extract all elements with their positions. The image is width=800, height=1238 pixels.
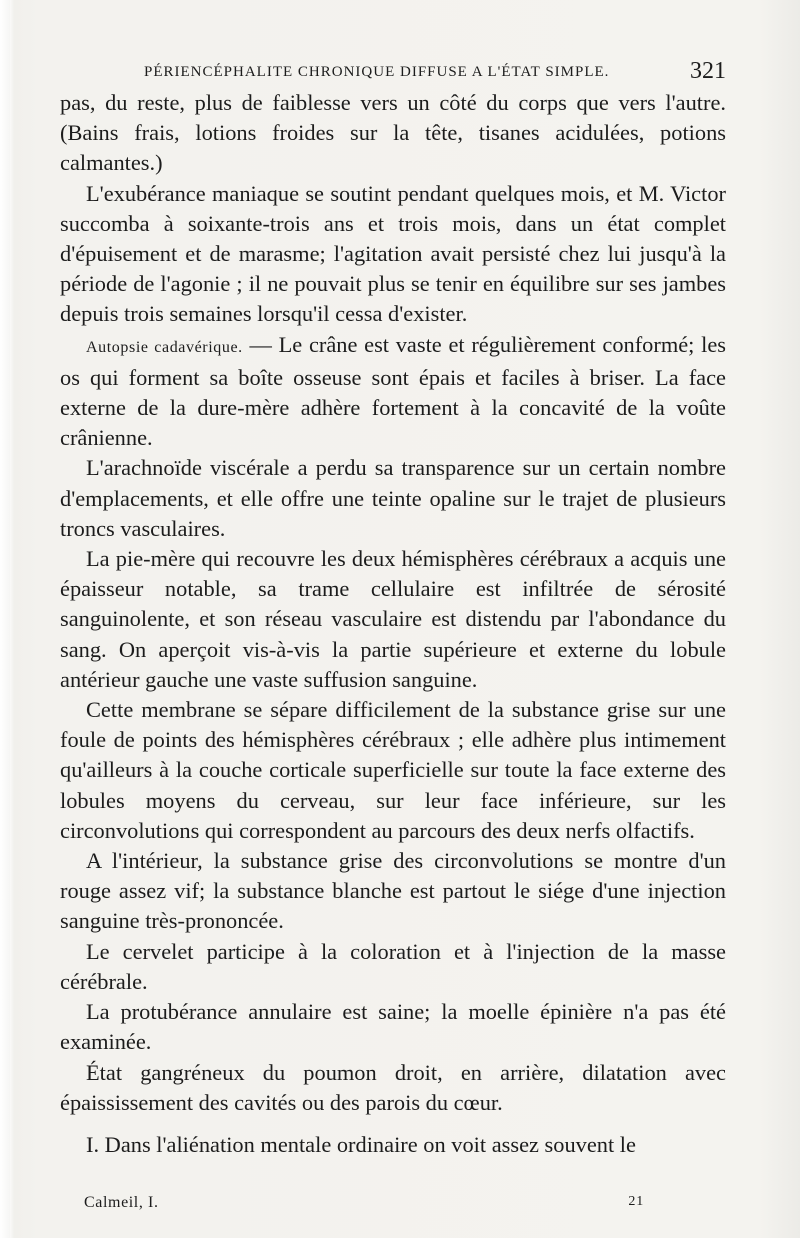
- numbered-paragraph: I. Dans l'aliénation mentale ordinaire on voit assez souvent le: [86, 1131, 636, 1157]
- page-footer: [84, 1194, 644, 1216]
- paragraph: A l'intérieur, la substance grise des circonvolutions se montre d'un rouge assez vif; la substance blanche est partout le siége d'une injection sanguine très-prononcée.: [60, 848, 726, 934]
- signature-mark: Calmeil, I.: [84, 1194, 159, 1211]
- paragraph: [60, 330, 726, 454]
- body-text: [60, 88, 726, 1160]
- page-edge: [0, 0, 10, 1238]
- page-number: 321: [690, 58, 726, 84]
- paragraph: La protubérance annulaire est saine; la moelle épinière n'a pas été examinée.: [60, 999, 726, 1055]
- paragraph: L'exubérance maniaque se soutint pendant quelques mois, et M. Victor succomba à soixante-trois ans et trois mois, dans un état complet d'épuisement et de marasme; l'agitation avait persisté chez lui jusqu'à la période de l'agonie ; il ne pouvait plus se tenir en équilibre sur ses jambes depuis trois semaines lorsqu'il cessa d'exister.: [60, 180, 726, 327]
- page-header: [60, 58, 726, 88]
- paragraph-text: — Le crâne est vaste et régulièrement conformé; les os qui forment sa boîte osseuse sont épais et faciles à briser. La face externe de la dure-mère adhère fortement à la concavité de la voûte crânienne.: [60, 331, 726, 451]
- paragraph: La pie-mère qui recouvre les deux hémisphères cérébraux a acquis une épaisseur notable, sa trame cellulaire est infiltrée de sérosité sanguinolente, et son réseau vasculaire est distendu par l'abondance du sang. On aperçoit vis-à-vis la partie supérieure et externe du lobule antérieur gauche une vaste suffusion sanguine.: [60, 546, 726, 692]
- paragraph: Le cervelet participe à la coloration et à l'injection de la masse cérébrale.: [60, 938, 726, 994]
- paragraph: L'arachnoïde viscérale a perdu sa transparence sur un certain nombre d'emplacements, et elle offre une teinte opaline sur le trajet de plusieurs troncs vasculaires.: [60, 455, 726, 541]
- sheet-number: 21: [628, 1194, 644, 1209]
- paragraph: Cette membrane se sépare difficilement de la substance grise sur une foule de points des hémisphères cérébraux ; elle adhère plus intimement qu'ailleurs à la couche corticale superficielle sur toute la face externe des lobules moyens du cerveau, sur leur face inférieure, sur les circonvolutions qui correspondent au parcours des deux nerfs olfactifs.: [60, 697, 726, 843]
- paragraph: État gangréneux du poumon droit, en arrière, dilatation avec épaississement des cavités ou des parois du cœur.: [60, 1059, 726, 1115]
- section-lead: Autopsie cadavérique.: [86, 338, 243, 356]
- running-title: PÉRIENCÉPHALITE CHRONIQUE DIFFUSE A L'ÉTAT SIMPLE.: [144, 64, 610, 80]
- paragraph: pas, du reste, plus de faiblesse vers un côté du corps que vers l'autre. (Bains frais, lotions froides sur la tête, tisanes acidulées, potions calmantes.): [60, 90, 726, 176]
